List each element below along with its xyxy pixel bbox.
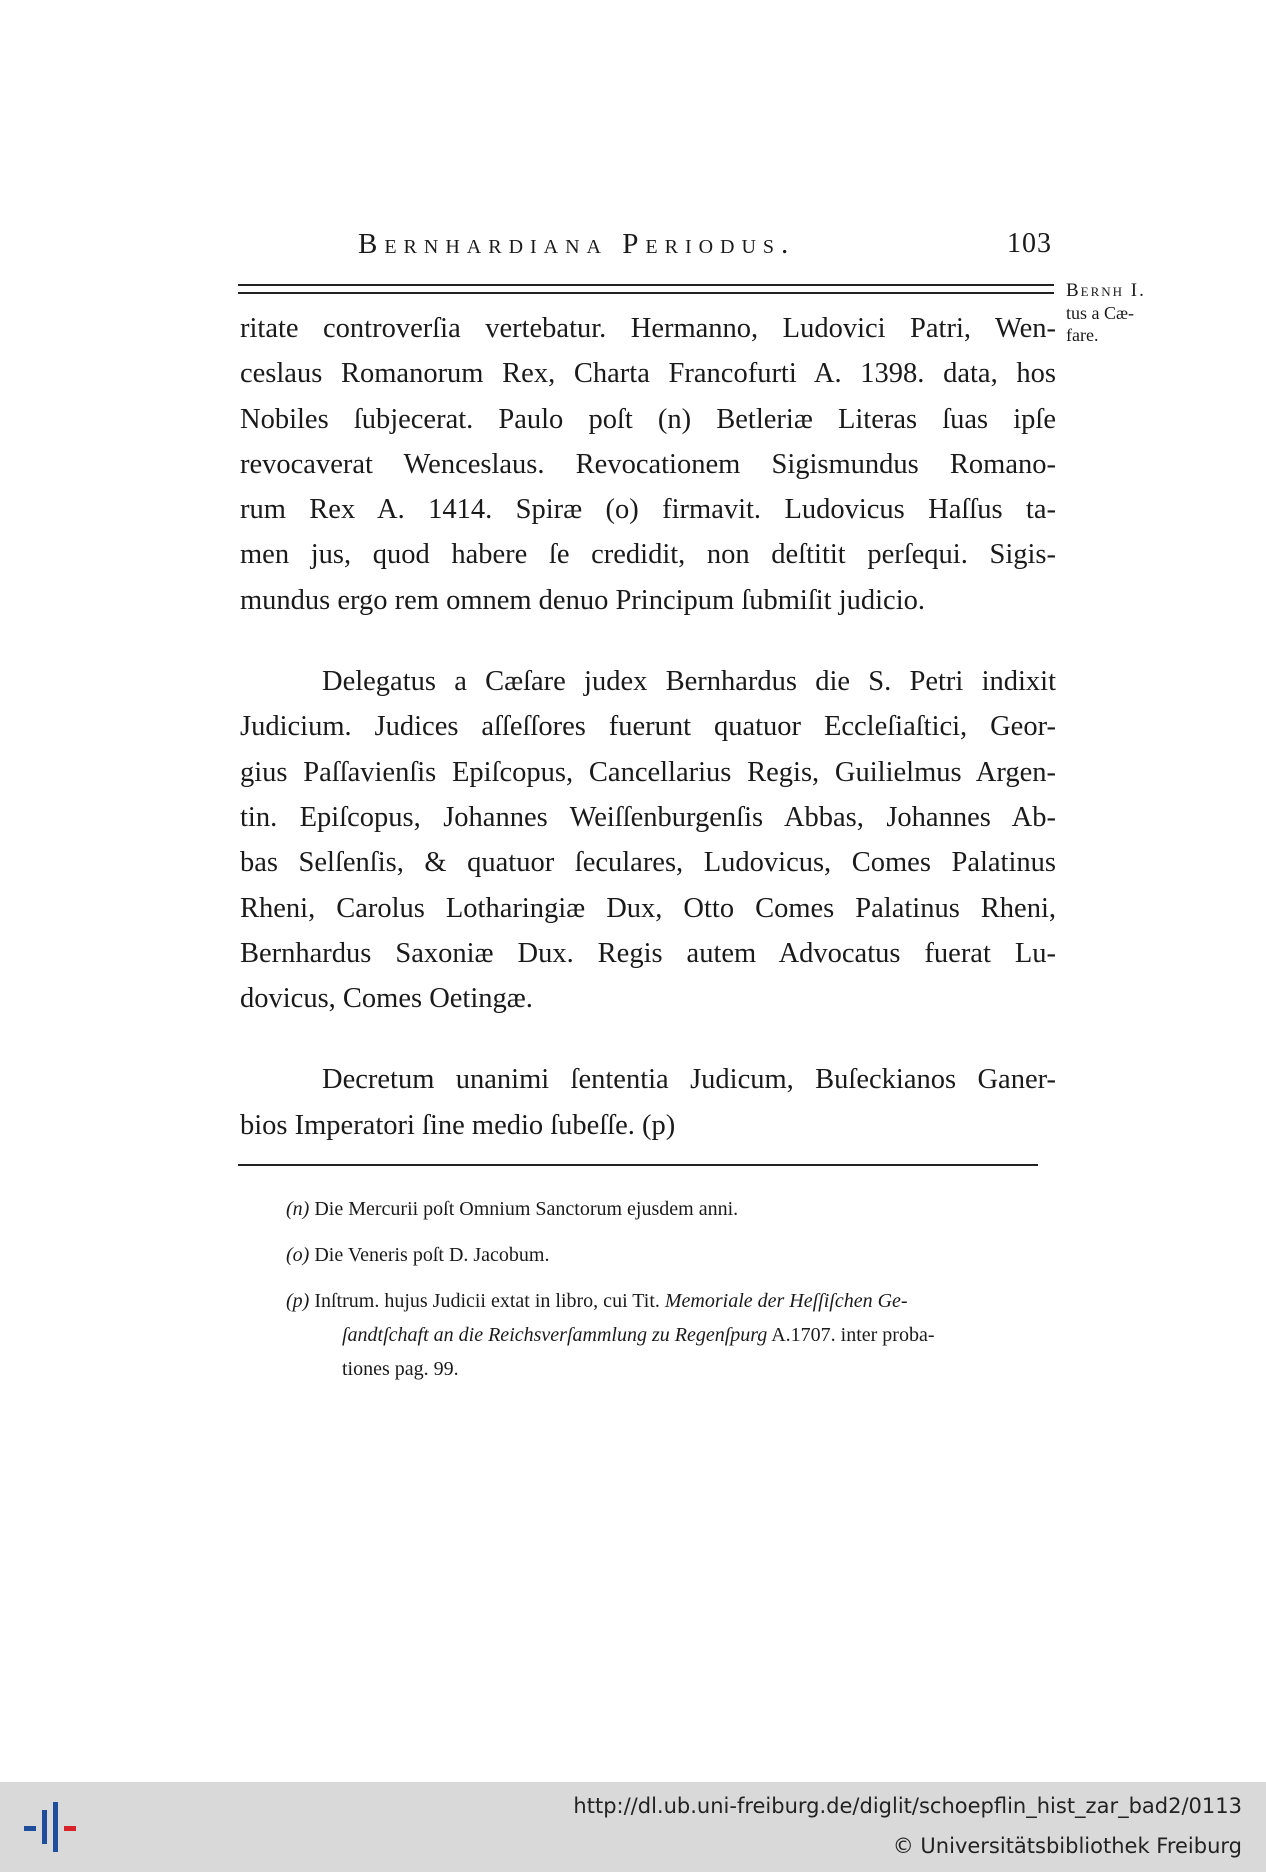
footer-copyright: © Universitätsbibliothek Freiburg [892,1834,1242,1858]
text-line: Bernhardus Saxoniæ Dux. Regis autem Advocatus fuerat Lu- [240,937,1056,969]
text-line: Decretum unanimi ſententia Judicum, Buſeckianos Ganer- [322,1064,1056,1096]
footnote-title-italic: Memoriale der Heſſiſchen Ge- [664,1290,908,1312]
margin-note-line: Bernh I. [1066,280,1146,301]
text-line: men jus, quod habere ſe credidit, non deſtitit perſequi. Sigis- [240,539,1056,571]
text-line: rum Rex A. 1414. Spiræ (o) firmavit. Ludovicus Haſſus ta- [240,494,1056,526]
footnote-mark: (p) [286,1290,310,1312]
paragraph-2 [240,659,1056,1021]
ub-freiburg-logo-icon [22,1800,80,1854]
footnotes [286,1192,1038,1398]
text-line: mundus ergo rem omnem denuo Principum ſubmiſit judicio. [240,584,925,616]
text-line: Rheni, Carolus Lotharingiæ Dux, Otto Comes Palatinus Rheni, [240,892,1056,924]
footnote-continuation [286,1318,1038,1352]
text-line: bas Selſenſis, & quatuor ſeculares, Ludovicus, Comes Palatinus [240,847,1056,879]
footnote-mark: (n) [286,1198,310,1220]
footnote-text: A.1707. inter proba- [771,1324,935,1346]
text-line: gius Paſſavienſis Epiſcopus, Cancellarius Regis, Guilielmus Argen- [240,756,1056,788]
text-line: tin. Epiſcopus, Johannes Weiſſenburgenſis Abbas, Johannes Ab- [240,801,1056,833]
footnote-title-italic: ſandtſchaft an die Reichsverſammlung zu Regenſpurg [342,1324,768,1346]
text-line: revocaverat Wenceslaus. Revocationem Sigismundus Romano- [240,448,1056,480]
text-line: bios Imperatori ſine medio ſubeſſe. (p) [240,1109,676,1141]
text-line: dovicus, Comes Oetingæ. [240,983,533,1015]
body-text [240,306,1056,1148]
footnote-rule [238,1164,1038,1166]
header-double-rule [238,284,1054,294]
margin-note-line: fare. [1066,325,1099,345]
footnote-p [286,1284,1038,1386]
margin-note [1066,280,1162,346]
paragraph-1 [240,306,1056,623]
footnote-text: Inſtrum. hujus Judicii extat in libro, cui Tit. [314,1290,660,1312]
footnote-text: Die Veneris poſt D. Jacobum. [314,1244,550,1266]
footer-url-link[interactable]: http://dl.ub.uni-freiburg.de/diglit/schoepflin_hist_zar_bad2/0113 [573,1794,1242,1818]
text-line: ceslaus Romanorum Rex, Charta Francofurti A. 1398. data, hos [240,358,1056,390]
text-line: Nobiles ſubjecerat. Paulo poſt (n) Betleriæ Literas ſuas ipſe [240,403,1056,435]
footnote-o [286,1238,1038,1272]
footnote-n [286,1192,1038,1226]
footnote-continuation: tiones pag. 99. [342,1358,459,1380]
running-title: Bernhardiana Periodus. [358,228,796,260]
margin-note-line: tus a Cæ- [1066,303,1135,323]
text-line: ritate controverſia vertebatur. Hermanno, Ludovici Patri, Wen- [240,313,1056,344]
paragraph-3 [240,1057,1056,1148]
footnote-text: Die Mercurii poſt Omnium Sanctorum ejusdem anni. [314,1198,739,1220]
text-line: Delegatus a Cæſare judex Bernhardus die S. Petri indixit [322,666,1056,698]
footer-bar [0,1782,1266,1872]
page-number: 103 [1007,228,1052,259]
running-head [358,228,1052,268]
text-line: Judicium. Judices aſſeſſores fuerunt quatuor Eccleſiaſtici, Geor- [240,711,1056,743]
footnote-mark: (o) [286,1244,310,1266]
